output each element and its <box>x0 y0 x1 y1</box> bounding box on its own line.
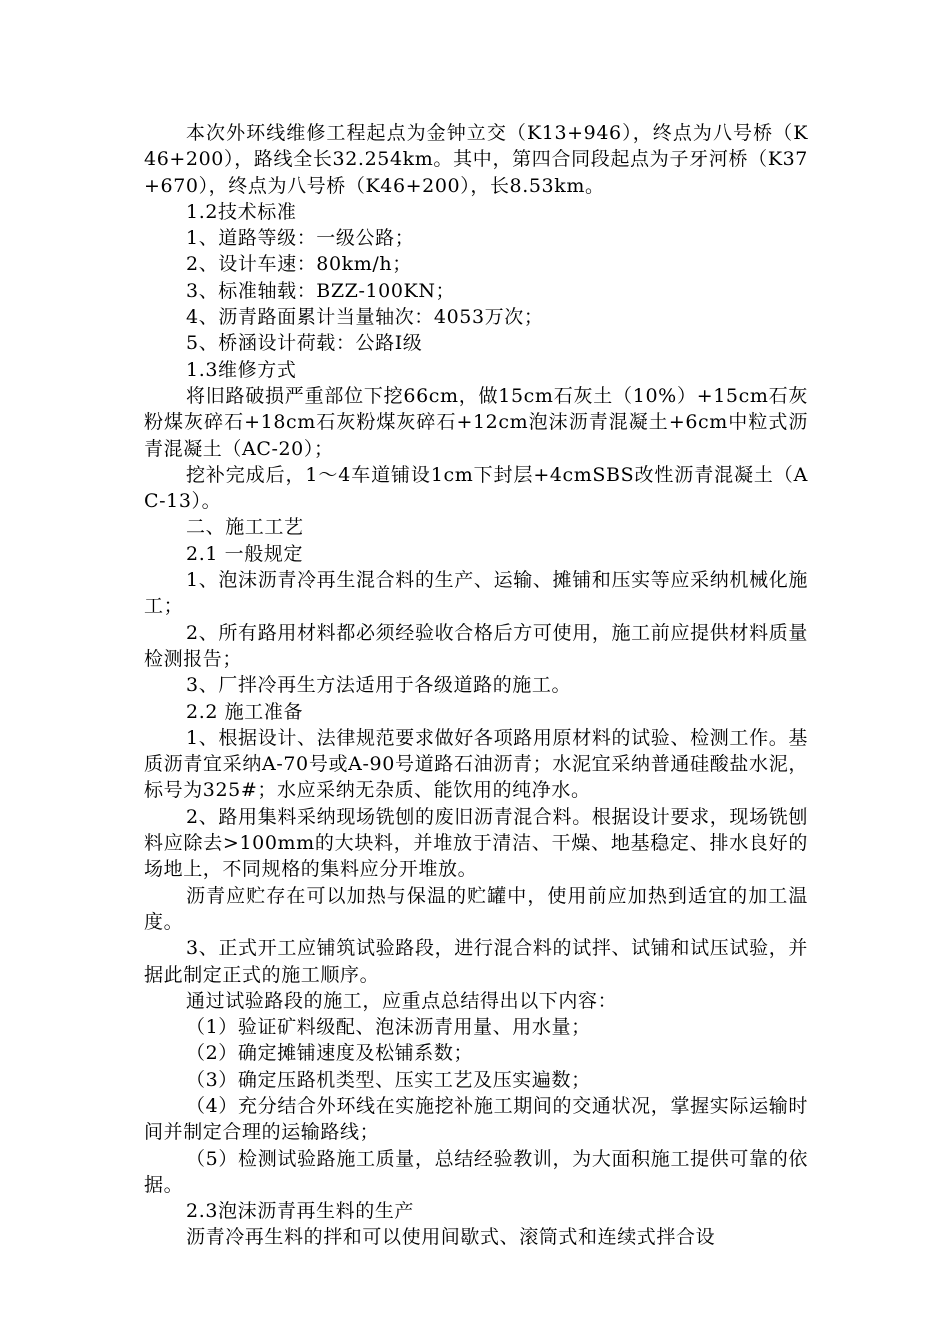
paragraph-mixing-equipment: 沥青冷再生料的拌和可以使用间歇式、滚筒式和连续式拌合设 <box>186 1226 716 1249</box>
list-item-plant-mix-applicability: 3、厂拌冷再生方法适用于各级道路的施工。 <box>186 674 572 697</box>
list-item-material-acceptance: 2、所有路用材料都必须经验收合格后方可使用，施工前应提供材料质量检测报告； <box>144 621 808 670</box>
list-item-verify-gradation: （1）验证矿料级配、泡沫沥青用量、用水量； <box>186 1016 591 1039</box>
paragraph-trial-summary-intro: 通过试验路段的施工，应重点总结得出以下内容： <box>186 989 618 1012</box>
paragraph-project-overview: 本次外环线维修工程起点为金钟立交（K13+946），终点为八号桥（K46+200），路线全长32.254km。其中，第四合同段起点为子牙河桥（K37+670），终点为八号桥（K46+200），长8.53km。 <box>144 122 808 197</box>
list-item-mechanized-construction: 1、泡沫沥青冷再生混合料的生产、运输、摊铺和压实等应采纳机械化施工； <box>144 569 808 618</box>
heading-general-provisions: 2.1 一般规定 <box>186 542 304 565</box>
paragraph-excavation-layers: 将旧路破损严重部位下挖66cm，做15cm石灰土（10%）+15cm石灰粉煤灰碎石+18cm石灰粉煤灰碎石+12cm泡沫沥青混凝土+6cm中粒式沥青混凝土（AC-20）； <box>144 384 808 460</box>
heading-technical-standards: 1.2技术标准 <box>186 200 297 223</box>
heading-recycled-mix-production: 2.3泡沫沥青再生料的生产 <box>186 1200 415 1223</box>
list-item-road-grade: 1、道路等级：一级公路； <box>186 227 415 250</box>
document-page <box>144 120 808 1251</box>
heading-construction-process: 二、施工工艺 <box>186 516 304 539</box>
paragraph-surface-layer: 挖补完成后，1～4车道铺设1cm下封层+4cmSBS改性沥青混凝土（AC-13）。 <box>144 463 808 513</box>
list-item-trial-section: 3、正式开工应铺筑试验路段，进行混合料的试拌、试铺和试压试验，并据此制定正式的施工顺序。 <box>144 937 808 986</box>
list-item-design-speed: 2、设计车速：80km/h； <box>186 253 412 276</box>
list-item-material-testing: 1、根据设计、法律规范要求做好各项路用原材料的试验、检测工作。基质沥青宜采纳A-70号或A-90号道路石油沥青；水泥宜采纳普通硅酸盐水泥，标号为325#；水应采纳无杂质、能饮用的纯净水。 <box>144 726 808 802</box>
list-item-paving-speed: （2）确定摊铺速度及松铺系数； <box>186 1042 474 1065</box>
list-item-transport-route: （4）充分结合外环线在实施挖补施工期间的交通状况，掌握实际运输时间并制定合理的运输路线； <box>144 1094 808 1144</box>
list-item-cumulative-axle-count: 4、沥青路面累计当量轴次：4053万次； <box>186 306 544 329</box>
list-item-bridge-load: 5、桥涵设计荷载：公路Ⅰ级 <box>186 332 423 355</box>
list-item-aggregate: 2、路用集料采纳现场铣刨的废旧沥青混合料。根据设计要求，现场铣刨料应除去>100mm的大块料，并堆放于清洁、干燥、地基稳定、排水良好的场地上，不同规格的集料应分开堆放。 <box>144 805 808 881</box>
paragraph-asphalt-storage: 沥青应贮存在可以加热与保温的贮罐中，使用前应加热到适宜的加工温度。 <box>144 884 808 933</box>
heading-construction-preparation: 2.2 施工准备 <box>186 700 304 723</box>
list-item-roller-type: （3）确定压路机类型、压实工艺及压实遍数； <box>186 1068 591 1091</box>
list-item-quality-check: （5）检测试验路施工质量，总结经验教训，为大面积施工提供可靠的依据。 <box>144 1147 808 1196</box>
heading-maintenance-method: 1.3维修方式 <box>186 358 297 381</box>
list-item-standard-axle-load: 3、标准轴载：BZZ-100KN； <box>186 279 456 302</box>
